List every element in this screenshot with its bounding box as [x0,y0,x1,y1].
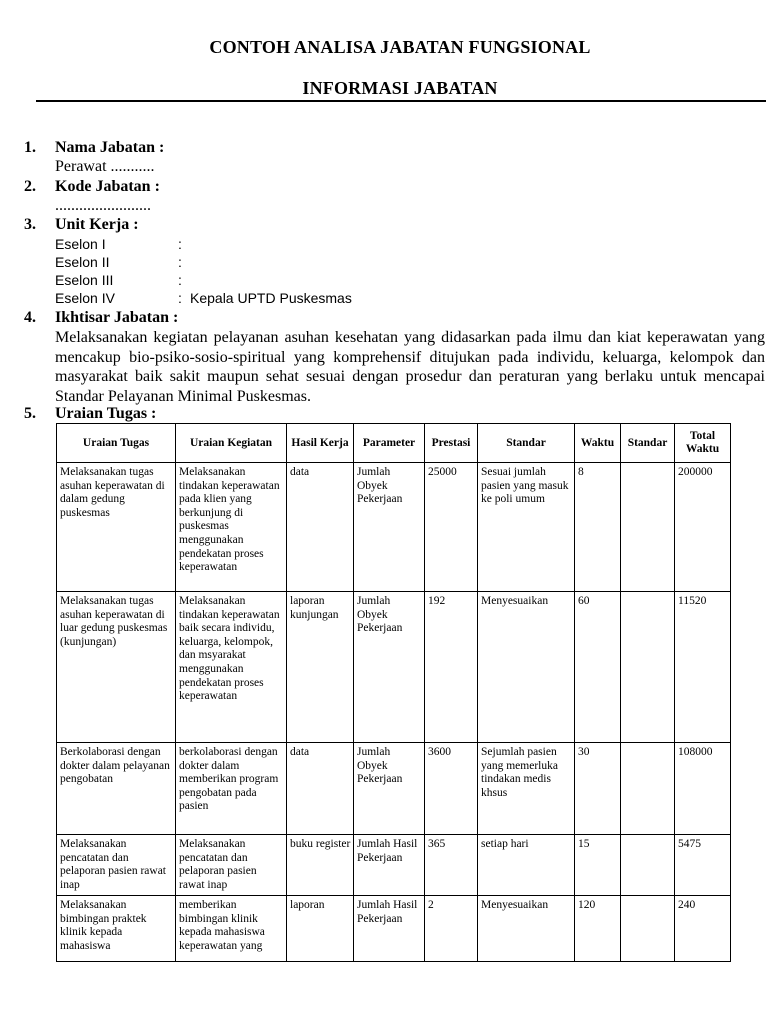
table-cell: 25000 [425,463,478,592]
table-cell: Jumlah Obyek Pekerjaan [354,463,425,592]
table-header-row [57,424,731,463]
table-cell: Jumlah Obyek Pekerjaan [354,743,425,835]
table-cell [621,743,675,835]
column-header: Prestasi [425,424,478,463]
eselon-row [0,290,768,308]
table-cell [621,896,675,962]
table-cell: data [287,463,354,592]
eselon-colon: : [178,254,182,270]
document-subtitle: INFORMASI JABATAN [302,78,498,98]
table-cell: 2 [425,896,478,962]
kode-jabatan-value: ........................ [55,197,151,214]
column-header: Uraian Tugas [57,424,176,463]
table-cell: Jumlah Hasil Pekerjaan [354,896,425,962]
eselon-label: Eselon I [55,236,106,252]
eselon-colon: : [178,272,182,288]
table-cell: 60 [575,592,621,743]
section-kode-jabatan-heading [24,178,160,196]
document-title: CONTOH ANALISA JABATAN FUNGSIONAL [209,37,591,57]
section-unit-kerja-heading [24,216,139,234]
table-cell: laporan [287,896,354,962]
column-header: Standar [621,424,675,463]
table-cell: buku register [287,835,354,896]
eselon-row [0,272,768,290]
table-cell: Melaksanakan tindakan keperawatan baik secara individu, keluarga, kelompok, dan msyarakat menggunakan pendekatan proses keperawatan [176,592,287,743]
table-cell [621,835,675,896]
table-cell: 200000 [675,463,731,592]
table-cell: Menyesuaikan [478,592,575,743]
table-cell: 11520 [675,592,731,743]
table-cell: 108000 [675,743,731,835]
table-cell: 120 [575,896,621,962]
eselon-colon: : [178,290,182,306]
table-cell: 30 [575,743,621,835]
eselon-row [0,236,768,254]
table-row [57,592,731,743]
title-divider [36,100,766,102]
eselon-colon: : [178,236,182,252]
nama-jabatan-value: Perawat ........... [55,158,155,175]
table-cell: 15 [575,835,621,896]
table-cell [621,592,675,743]
table-cell: Melaksanakan tugas asuhan keperawatan di dalam gedung puskesmas [57,463,176,592]
table-cell: data [287,743,354,835]
column-header: Total Waktu [675,424,731,463]
section-number: 5. [24,405,36,422]
section-label: Ikhtisar Jabatan : [55,309,179,326]
eselon-label: Eselon IV [55,290,115,306]
section-number: 1. [24,139,36,156]
table-cell: Melaksanakan tugas asuhan keperawatan di luar gedung puskesmas (kunjungan) [57,592,176,743]
table-cell: laporan kunjungan [287,592,354,743]
table-row [57,896,731,962]
table-cell: Melaksanakan bimbingan praktek klinik kepada mahasiswa [57,896,176,962]
table-cell: 8 [575,463,621,592]
table-cell: Sesuai jumlah pasien yang masuk ke poli umum [478,463,575,592]
section-number: 4. [24,309,36,326]
table-cell: 3600 [425,743,478,835]
table-row [57,743,731,835]
column-header: Hasil Kerja [287,424,354,463]
eselon-row [0,254,768,272]
table-cell: Melaksanakan pencatatan dan pelaporan pasien rawat inap [57,835,176,896]
table-cell: Jumlah Hasil Pekerjaan [354,835,425,896]
section-ikhtisar-jabatan-heading [24,309,178,327]
table-cell [621,463,675,592]
table-cell: Melaksanakan pencatatan dan pelaporan pasien rawat inap [176,835,287,896]
table-cell: Menyesuaikan [478,896,575,962]
section-label: Nama Jabatan : [55,139,165,156]
table-cell: setiap hari [478,835,575,896]
eselon-value: Kepala UPTD Puskesmas [190,290,352,306]
section-nama-jabatan-heading [24,139,164,157]
table-cell: Jumlah Obyek Pekerjaan [354,592,425,743]
table-row [57,835,731,896]
table-cell: Berkolaborasi dengan dokter dalam pelayanan pengobatan [57,743,176,835]
section-uraian-tugas-heading [24,405,156,423]
table-cell: berkolaborasi dengan dokter dalam memberikan program pengobatan pada pasien [176,743,287,835]
column-header: Parameter [354,424,425,463]
table-cell: 5475 [675,835,731,896]
column-header: Standar [478,424,575,463]
section-number: 3. [24,216,36,233]
eselon-label: Eselon III [55,272,114,288]
section-label: Unit Kerja : [55,216,139,233]
table-cell: 192 [425,592,478,743]
table-row [57,463,731,592]
eselon-label: Eselon II [55,254,110,270]
table-cell: 365 [425,835,478,896]
ikhtisar-paragraph: Melaksanakan kegiatan pelayanan asuhan kesehatan yang didasarkan pada ilmu dan kiat keperawatan yang mencakup bio-psiko-sosio-spiritual yang komprehensif ditujukan pada individu, keluarga, kelompok dan masyarakat baik sakit maupun sehat sesuai dengan prosedur dan peraturan yang berlaku untuk mencapai Standar Pelayanan Minimal Puskesmas. [55,329,765,405]
table-cell: Melaksanakan tindakan keperawatan pada klien yang berkunjung di puskesmas menggunakan pendekatan proses keperawatan [176,463,287,592]
table-cell: Sejumlah pasien yang memerluka tindakan medis khsus [478,743,575,835]
section-label: Kode Jabatan : [55,178,160,195]
column-header: Uraian Kegiatan [176,424,287,463]
uraian-tugas-table [56,423,731,962]
section-label: Uraian Tugas : [55,405,157,422]
column-header: Waktu [575,424,621,463]
table-cell: 240 [675,896,731,962]
section-number: 2. [24,178,36,195]
table-cell: memberikan bimbingan klinik kepada mahasiswa keperawatan yang [176,896,287,962]
